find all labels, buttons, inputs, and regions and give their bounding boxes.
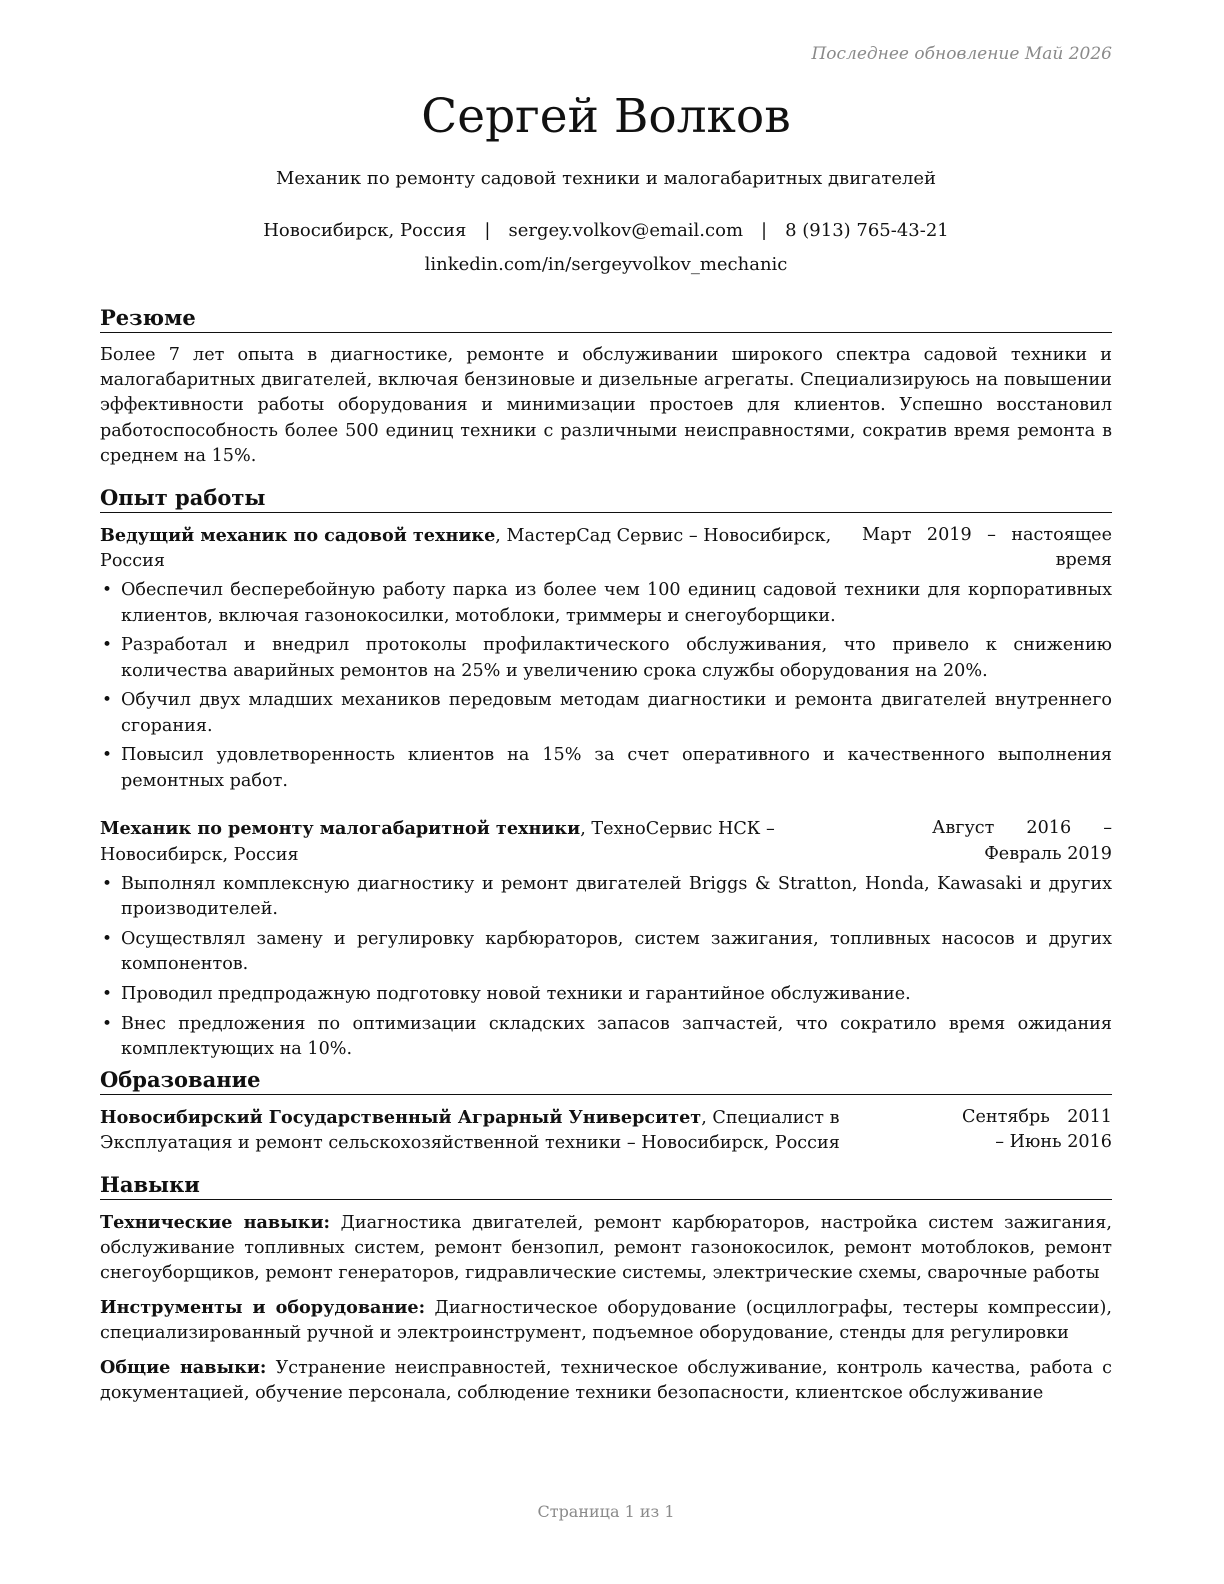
contact-line [100, 219, 1112, 243]
email-link[interactable]: sergey.volkov@email.com [508, 220, 744, 241]
job-title-line [100, 523, 862, 574]
bullet-text: Внес предложения по оптимизации складских запасов запчастей, что сократило время ожидания комплектующих на 10%. [121, 1013, 1112, 1059]
bullet-item [100, 872, 1112, 922]
skill-group [100, 1295, 1112, 1346]
skill-text: Устранение неисправностей, техническое обслуживание, контроль качества, работа с документацией, обучение персонала, соблюдение техники безопасности, клиентское обслуживание [100, 1358, 1112, 1404]
job-role: Механик по ремонту малогабаритной техники [100, 818, 581, 840]
bullet-text: Проводил предпродажную подготовку новой техники и гарантийное обслуживание. [121, 983, 911, 1004]
job-org: , ТехноСервис НСК – Новосибирск, Россия [100, 819, 775, 865]
bullet-text: Повысил удовлетворенность клиентов на 15% за счет оперативного и качественного выполнения ремонтных работ. [121, 745, 1112, 791]
page-number: Страница 1 из 1 [537, 1502, 675, 1521]
separator: | [761, 220, 768, 241]
location: Новосибирск, Россия [263, 220, 467, 241]
resume-content [100, 305, 1112, 1415]
last-updated: Последнее обновление Май 2026 [811, 44, 1112, 64]
bullet-dot-icon: • [102, 745, 113, 766]
education-entry [100, 1105, 1112, 1156]
bullet-item [100, 1012, 1112, 1062]
job-header [100, 523, 1112, 574]
job-entry [100, 816, 1112, 1062]
bullet-item [100, 688, 1112, 738]
school-name: Новосибирский Государственный Аграрный Университет [100, 1106, 702, 1128]
summary-text: Более 7 лет опыта в диагностике, ремонте и обслуживании широкого спектра садовой техники и малогабаритных двигателей, включая бензиновые и дизельные агрегаты. Специализируюсь на повышении эффективности работы оборудования и минимизации простоев для клиентов. Успешно восстановил работоспособность более 500 единиц техники с различными неисправностями, сократив время ремонта в среднем на 15%. [100, 345, 1112, 466]
skill-label: Технические навыки: [100, 1212, 330, 1234]
job-entry [100, 523, 1112, 794]
bullet-dot-icon: • [102, 983, 113, 1004]
bullet-text: Выполнял комплексную диагностику и ремонт двигателей Briggs & Stratton, Honda, Kawasaki и других производителей. [121, 873, 1112, 920]
section-heading-experience: Опыт работы [100, 485, 1112, 513]
separator: | [484, 220, 491, 241]
bullet-dot-icon: • [102, 580, 113, 601]
bullet-text: Разработал и внедрил протоколы профилактического обслуживания, что привело к снижению количества аварийных ремонтов на 25% и увеличению срока службы оборудования на 20%. [121, 635, 1112, 681]
bullet-text: Осуществлял замену и регулировку карбюраторов, систем зажигания, топливных насосов и других компонентов. [121, 928, 1112, 975]
bullet-dot-icon: • [102, 1013, 113, 1034]
section-heading-skills: Навыки [100, 1172, 1112, 1200]
bullet-item [100, 927, 1112, 977]
skill-group [100, 1355, 1112, 1406]
bullet-item [100, 743, 1112, 793]
job-dates: Август 2016 – Февраль 2019 [932, 818, 1112, 864]
education-line [100, 1105, 950, 1156]
skill-label: Инструменты и оборудование: [100, 1297, 426, 1319]
bullet-dot-icon: • [102, 690, 113, 711]
section-heading-education: Образование [100, 1067, 1112, 1095]
phone: 8 (913) 765-43-21 [785, 220, 949, 241]
skill-group [100, 1210, 1112, 1287]
resume-page [100, 0, 1112, 1584]
section-heading-summary: Резюме [100, 305, 1112, 333]
job-bullets [100, 872, 1112, 1062]
candidate-title: Механик по ремонту садовой техники и малогабаритных двигателей [275, 168, 937, 189]
education-dates: Сентябрь 2011 – Июнь 2016 [962, 1106, 1112, 1152]
bullet-dot-icon: • [102, 928, 113, 949]
skill-text: Диагностика двигателей, ремонт карбюраторов, настройка систем зажигания, обслуживание топливных систем, ремонт бензопил, ремонт газонокосилок, ремонт мотоблоков, ремонт снегоуборщиков, ремонт генераторов, гидравлические системы, электрические схемы, сварочные работы [100, 1213, 1112, 1284]
bullet-dot-icon: • [102, 873, 113, 894]
job-role: Ведущий механик по садовой технике [100, 525, 496, 547]
linkedin-link[interactable]: linkedin.com/in/sergeyvolkov_mechanic [424, 254, 788, 275]
bullet-item [100, 633, 1112, 683]
skill-label: Общие навыки: [100, 1357, 267, 1379]
candidate-name: Сергей Волков [421, 89, 791, 144]
bullet-item [100, 982, 1112, 1007]
bullet-text: Обеспечил бесперебойную работу парка из более чем 100 единиц садовой техники для корпоративных клиентов, включая газонокосилки, мотоблоки, триммеры и снегоуборщики. [121, 580, 1112, 626]
education-section [100, 1067, 1112, 1156]
skills-section [100, 1172, 1112, 1407]
job-header [100, 816, 1112, 867]
skill-text: Диагностическое оборудование (осциллографы, тестеры компрессии), специализированный ручной и электроинструмент, подъемное оборудование, стенды для регулировки [100, 1298, 1112, 1344]
bullet-dot-icon: • [102, 635, 113, 656]
job-dates: Март 2019 – настоящее время [862, 525, 1112, 571]
job-bullets [100, 578, 1112, 793]
job-title-line [100, 816, 880, 867]
bullet-item [100, 578, 1112, 628]
bullet-text: Обучил двух младших механиков передовым методам диагностики и ремонта двигателей внутреннего сгорания. [121, 690, 1112, 736]
degree: , Специалист в Эксплуатация и ремонт сельскохозяйственной техники – Новосибирск, Россия [100, 1107, 840, 1153]
job-org: , МастерСад Сервис – Новосибирск, Россия [100, 526, 832, 572]
experience-section [100, 485, 1112, 1062]
summary-section [100, 305, 1112, 469]
